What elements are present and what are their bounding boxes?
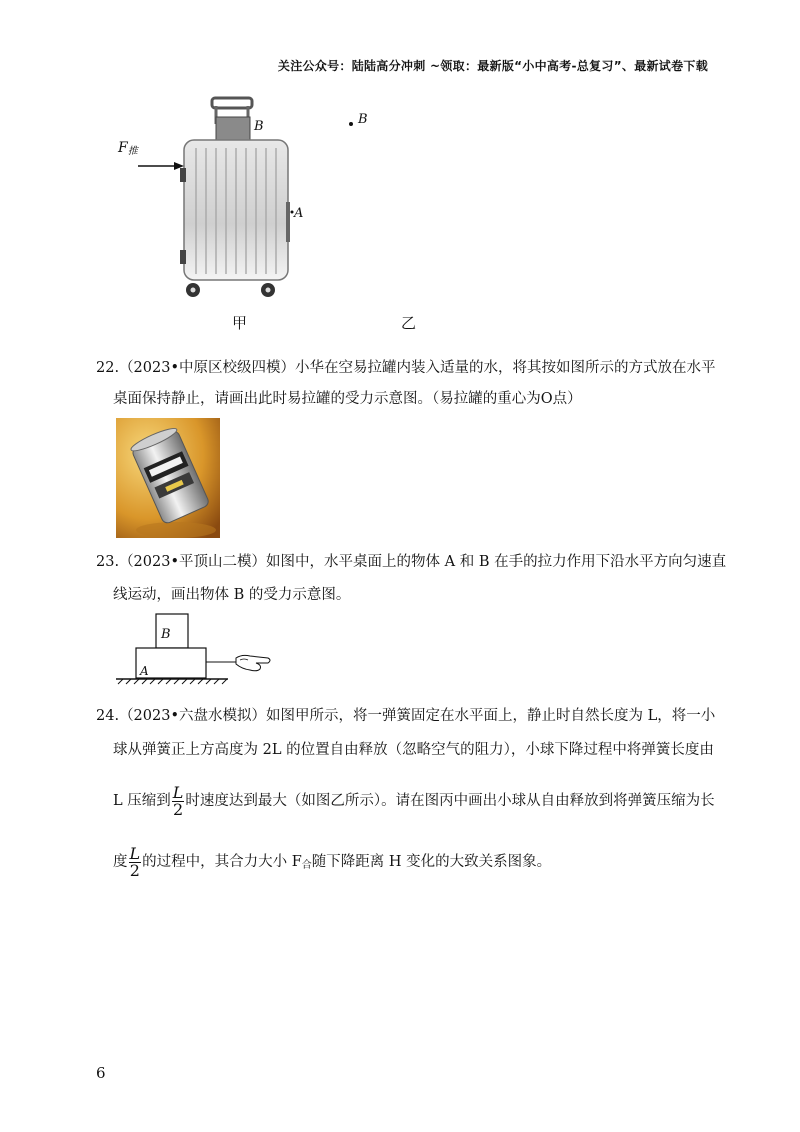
q23-number: 23. bbox=[96, 554, 120, 570]
q24-line4: 度 $\frac{L}{2}$ 的过程中，其合力大小 $F_合$随下降距离 H 变化的大致关系图象。 bbox=[113, 843, 552, 880]
blocks-figure bbox=[114, 612, 274, 692]
q24-source: （2023•六盘水模拟） bbox=[119, 708, 267, 724]
fraction-l-over-2-second: $\frac{L}{2}$ bbox=[129, 843, 141, 880]
point-b-dot bbox=[349, 122, 353, 126]
q24-line2: 球从弹簧正上方高度为 2L 的位置自由释放（忽略空气的阻力），小球下降过程中将弹簧长度由 bbox=[113, 742, 714, 758]
figure-yi-point-b: B bbox=[358, 112, 368, 127]
q23-line2: 线运动，画出物体 B 的受力示意图。 bbox=[113, 587, 351, 603]
page-number: 6 bbox=[96, 1064, 106, 1082]
suitcase-figure bbox=[108, 92, 338, 307]
q23-line1: 23.（2023•平顶山二模）如图中，水平桌面上的物体 A 和 B 在手的拉力作用下沿水平方向匀速直 bbox=[96, 554, 727, 570]
f-subscript: 合 bbox=[301, 860, 312, 871]
force-subscript: 推 bbox=[127, 146, 138, 157]
q22-number: 22. bbox=[96, 360, 120, 376]
q24-line3: L 压缩到 $\frac{L}{2}$ 时速度达到最大（如图乙所示）。请在图丙中画出小球从自由释放到将弹簧压缩为长 bbox=[113, 782, 715, 819]
can-drawing bbox=[116, 418, 220, 538]
point-b-label: B bbox=[254, 119, 264, 134]
blocks-drawing bbox=[114, 612, 274, 692]
point-a-label: A bbox=[294, 206, 304, 221]
q23-source: （2023•平顶山二模） bbox=[119, 554, 267, 570]
page-header: 关注公众号：陆陆高分冲刺 ~领取：最新版“小中高考-总复习”、最新试卷下载 bbox=[277, 59, 708, 73]
can-photo bbox=[116, 418, 220, 538]
fraction-l-over-2: $\frac{L}{2}$ bbox=[172, 782, 184, 819]
caption-yi: 乙 bbox=[401, 314, 417, 332]
q22-source: （2023•中原区校级四模） bbox=[119, 360, 296, 376]
q22-line2: 桌面保持静止，请画出此时易拉罐的受力示意图。（易拉罐的重心为O点） bbox=[113, 391, 582, 407]
q24-number: 24. bbox=[96, 708, 120, 724]
force-label: $F_推$ bbox=[118, 140, 138, 157]
block-b-label: B bbox=[161, 627, 171, 642]
suitcase-drawing bbox=[108, 92, 338, 307]
q22-line1: 22.（2023•中原区校级四模）小华在空易拉罐内装入适量的水，将其按如图所示的方式放在水平 bbox=[96, 360, 716, 376]
block-a-label: A bbox=[140, 664, 149, 678]
q24-line1: 24.（2023•六盘水模拟）如图甲所示，将一弹簧固定在水平面上，静止时自然长度为 L，将一小 bbox=[96, 708, 716, 724]
caption-jia: 甲 bbox=[232, 314, 248, 332]
